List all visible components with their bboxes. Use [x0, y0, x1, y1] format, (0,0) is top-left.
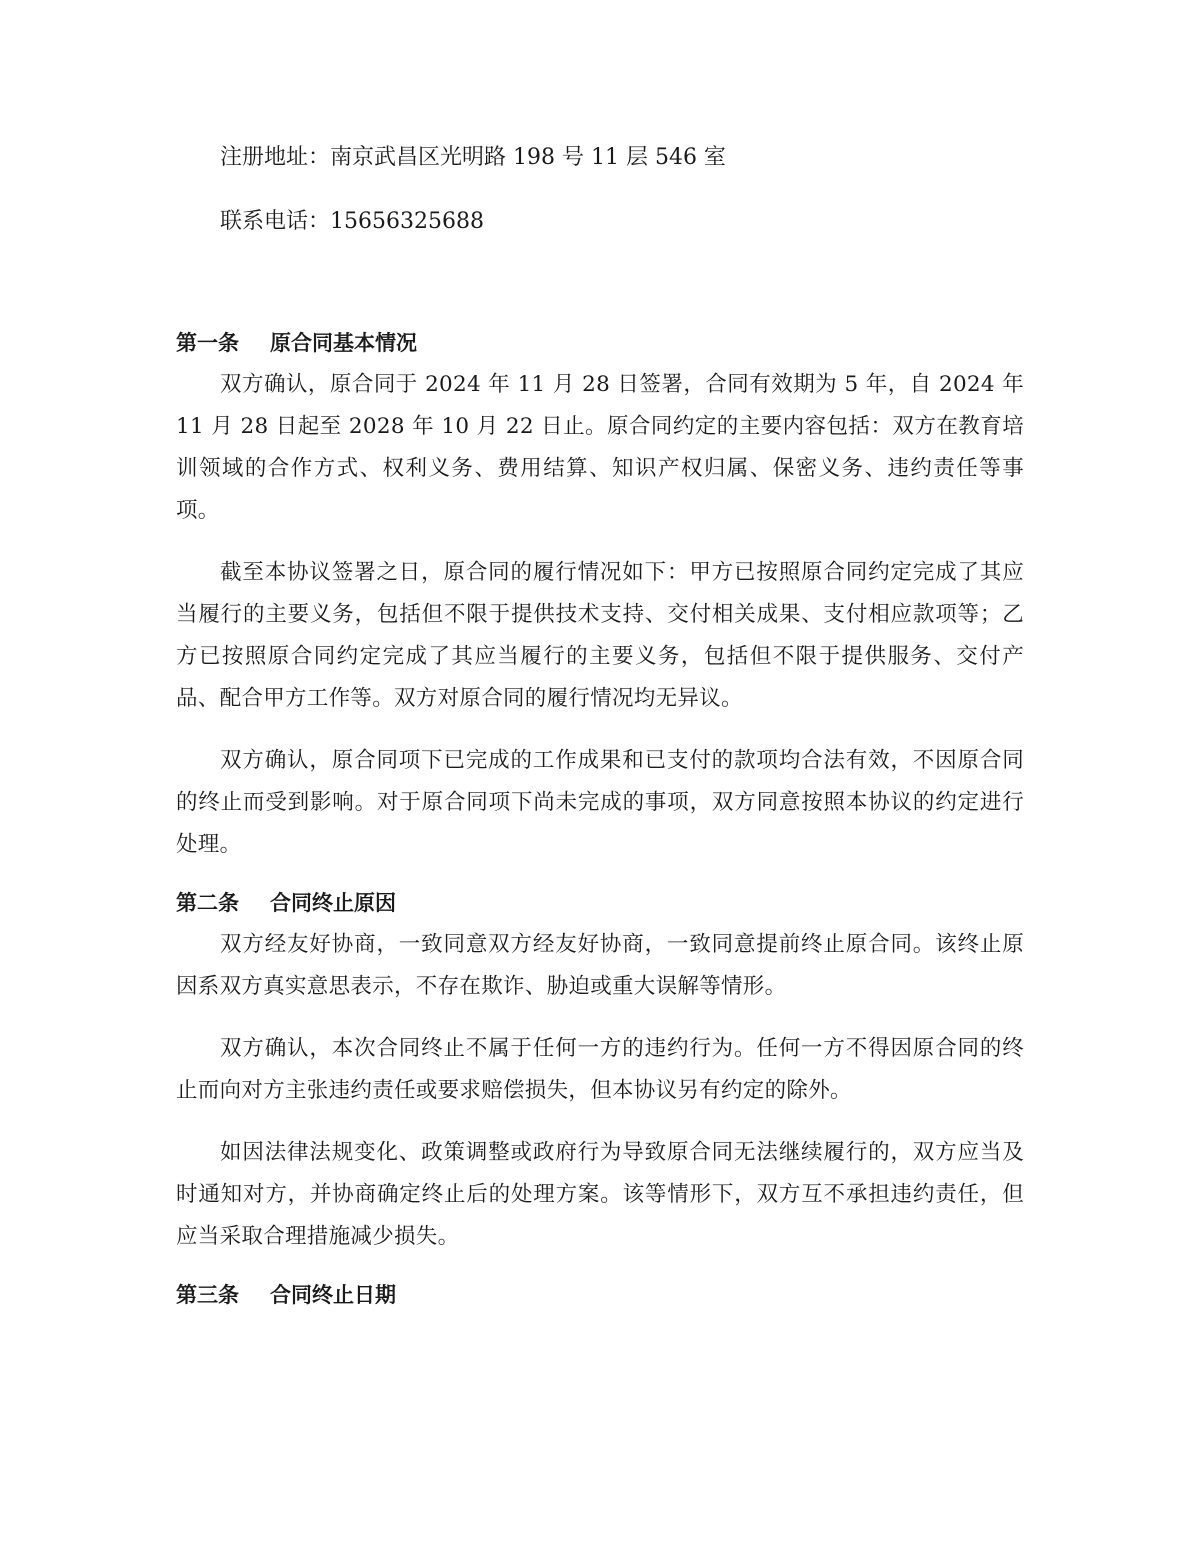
- section-title: 原合同基本情况: [270, 331, 417, 355]
- section-2: [176, 886, 1024, 1258]
- section-title: 合同终止原因: [270, 891, 396, 915]
- document-page: [176, 132, 1024, 1330]
- paragraph: 截至本协议签署之日，原合同的履行情况如下：甲方已按照原合同约定完成了其应当履行的主要义务，包括但不限于提供技术支持、交付相关成果、支付相应款项等；乙方已按照原合同约定完成了其应当履行的主要义务，包括但不限于提供服务、交付产品、配合甲方工作等。双方对原合同的履行情况均无异议。: [176, 560, 1024, 711]
- paragraph: 双方确认，本次合同终止不属于任何一方的违约行为。任何一方不得因原合同的终止而向对方主张违约责任或要求赔偿损失，但本协议另有约定的除外。: [176, 1036, 1024, 1103]
- section-number: 第一条: [176, 331, 239, 355]
- section-number: 第二条: [176, 891, 239, 915]
- section-number: 第三条: [176, 1283, 239, 1307]
- spacer: [176, 260, 1024, 326]
- paragraph: 双方确认，原合同于 2024 年 11 月 28 日签署，合同有效期为 5 年，自 2024 年 11 月 28 日起至 2028 年 10 月 22 日止。原合同约定的主要内容包括：双方在教育培训领域的合作方式、权利义务、费用结算、知识产权归属、保密义务、违约责任等事项。: [176, 372, 1024, 523]
- section-heading: [176, 326, 1024, 360]
- contact-phone: 联系电话：15656325688: [220, 209, 484, 234]
- section-3: [176, 1278, 1024, 1312]
- registered-address: 注册地址：南京武昌区光明路 198 号 11 层 546 室: [220, 145, 726, 170]
- section-1: [176, 326, 1024, 866]
- section-heading: [176, 886, 1024, 920]
- paragraph: 双方经友好协商，一致同意双方经友好协商，一致同意提前终止原合同。该终止原因系双方真实意思表示，不存在欺诈、胁迫或重大误解等情形。: [176, 932, 1024, 999]
- section-title: 合同终止日期: [270, 1283, 396, 1307]
- paragraph: 如因法律法规变化、政策调整或政府行为导致原合同无法继续履行的，双方应当及时通知对方，并协商确定终止后的处理方案。该等情形下，双方互不承担违约责任，但应当采取合理措施减少损失。: [176, 1140, 1024, 1249]
- section-heading: [176, 1278, 1024, 1312]
- paragraph: 双方确认，原合同项下已完成的工作成果和已支付的款项均合法有效，不因原合同的终止而受到影响。对于原合同项下尚未完成的事项，双方同意按照本协议的约定进行处理。: [176, 748, 1024, 857]
